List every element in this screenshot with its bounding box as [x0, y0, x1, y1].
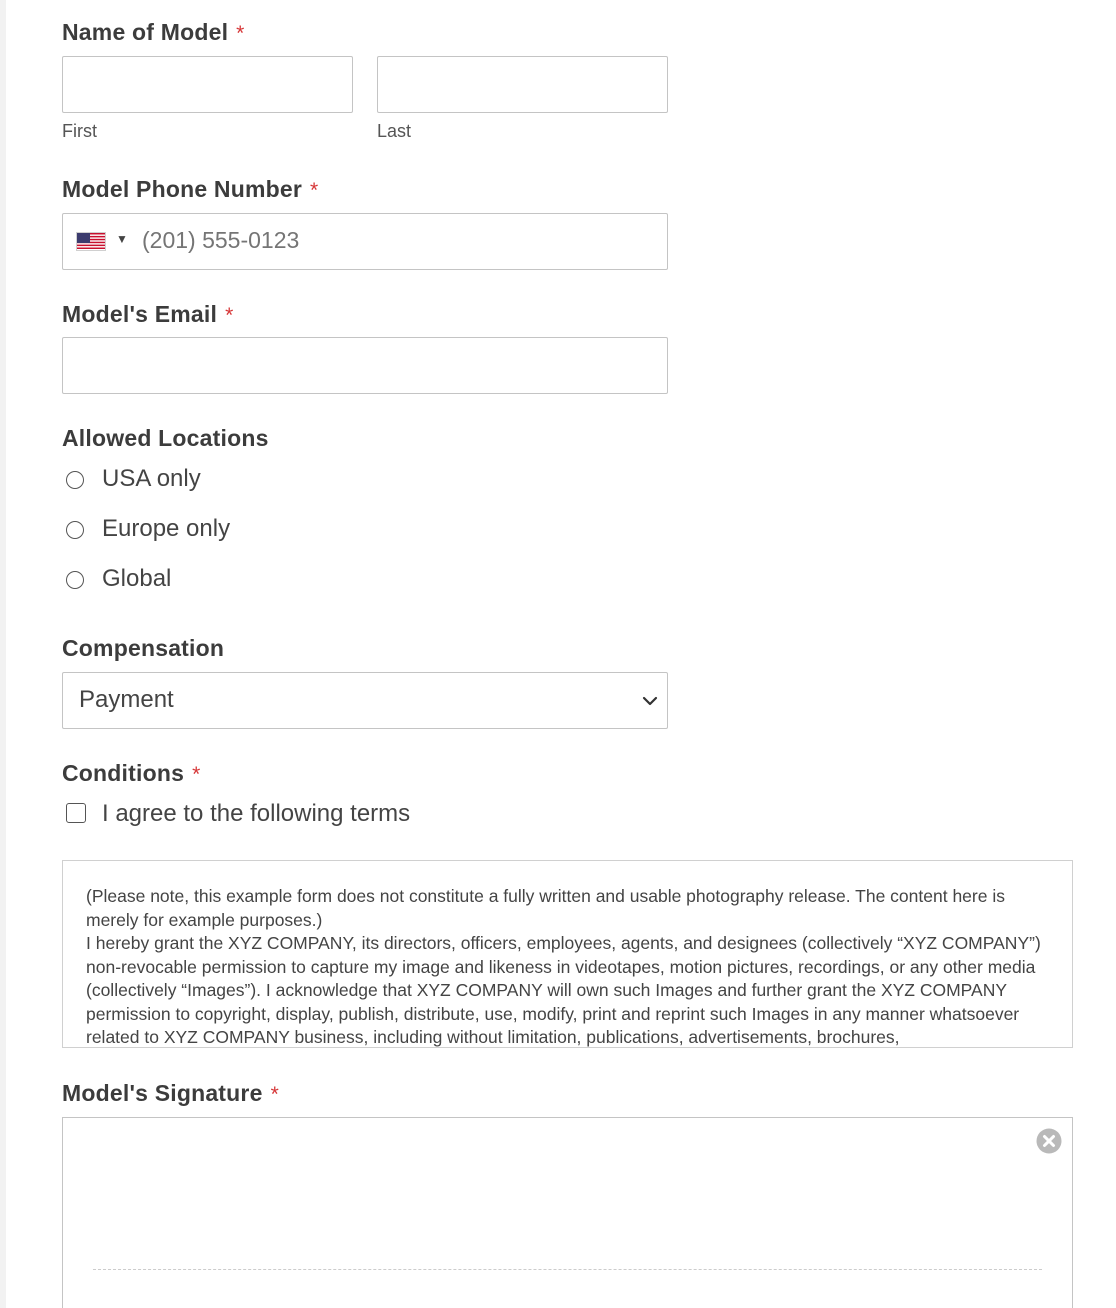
name-label-text: Name of Model	[62, 19, 229, 45]
email-label-text: Model's Email	[62, 301, 218, 327]
required-asterisk: *	[192, 763, 201, 786]
required-asterisk: *	[225, 304, 234, 327]
phone-placeholder: (201) 555-0123	[142, 227, 300, 253]
radio-circle[interactable]	[66, 571, 84, 589]
compensation-selected-value: Payment	[79, 686, 174, 713]
conditions-label-text: Conditions	[62, 760, 185, 786]
chevron-down-icon	[641, 692, 659, 710]
close-circle-icon[interactable]	[1036, 1128, 1062, 1154]
compensation-select[interactable]	[62, 672, 668, 729]
last-name-input[interactable]	[377, 56, 668, 113]
phone-label-text: Model Phone Number	[62, 176, 303, 202]
terms-paragraph: (Please note, this example form does not constitute a fully written and usable photography release. The content here is merely for example purposes.)	[86, 886, 1005, 930]
conditions-label	[62, 760, 200, 787]
radio-circle[interactable]	[66, 471, 84, 489]
agree-terms-checkbox[interactable]	[66, 803, 86, 823]
name-label	[62, 19, 245, 46]
signature-baseline	[93, 1269, 1042, 1270]
phone-input[interactable]	[62, 213, 668, 270]
terms-scroll-box[interactable]	[62, 860, 1073, 1048]
terms-paragraph: I hereby grant the XYZ COMPANY, its directors, officers, employees, agents, and designees (collectively “XYZ COMPANY”) non-revocable permission to capture my image and likeness in videotapes, motion pictures, recordings, or any other media (collectively “Images”). I acknowledge that XYZ COMPANY will own such Images and further grant the XYZ COMPANY permission to copyright, display, publish, distribute, use, modify, print and reprint such Images in any manner whatsoever related to XYZ COMPANY business, including without limitation, publications, advertisements, brochures,	[86, 933, 1041, 1047]
signature-label	[62, 1080, 279, 1107]
locations-label: Allowed Locations	[62, 425, 269, 451]
radio-circle[interactable]	[66, 521, 84, 539]
radio-label: USA only	[102, 465, 201, 492]
email-input[interactable]	[62, 337, 668, 394]
us-flag-icon[interactable]	[76, 232, 106, 251]
us-flag-graphic	[77, 233, 106, 251]
first-name-input[interactable]	[62, 56, 353, 113]
email-label	[62, 301, 233, 328]
signature-pad[interactable]	[62, 1117, 1073, 1308]
radio-label: Europe only	[102, 515, 231, 542]
phone-label	[62, 176, 318, 203]
required-asterisk: *	[270, 1083, 279, 1106]
terms-text	[86, 885, 1056, 1048]
required-asterisk: *	[310, 179, 319, 202]
caret-down-icon[interactable]: ▼	[116, 232, 128, 246]
compensation-label: Compensation	[62, 635, 225, 661]
signature-label-text: Model's Signature	[62, 1080, 263, 1106]
agree-terms-label[interactable]: I agree to the following terms	[102, 800, 411, 827]
radio-label: Global	[102, 565, 172, 592]
first-name-sublabel: First	[62, 121, 97, 141]
required-asterisk: *	[236, 22, 245, 45]
last-name-sublabel: Last	[377, 121, 412, 141]
